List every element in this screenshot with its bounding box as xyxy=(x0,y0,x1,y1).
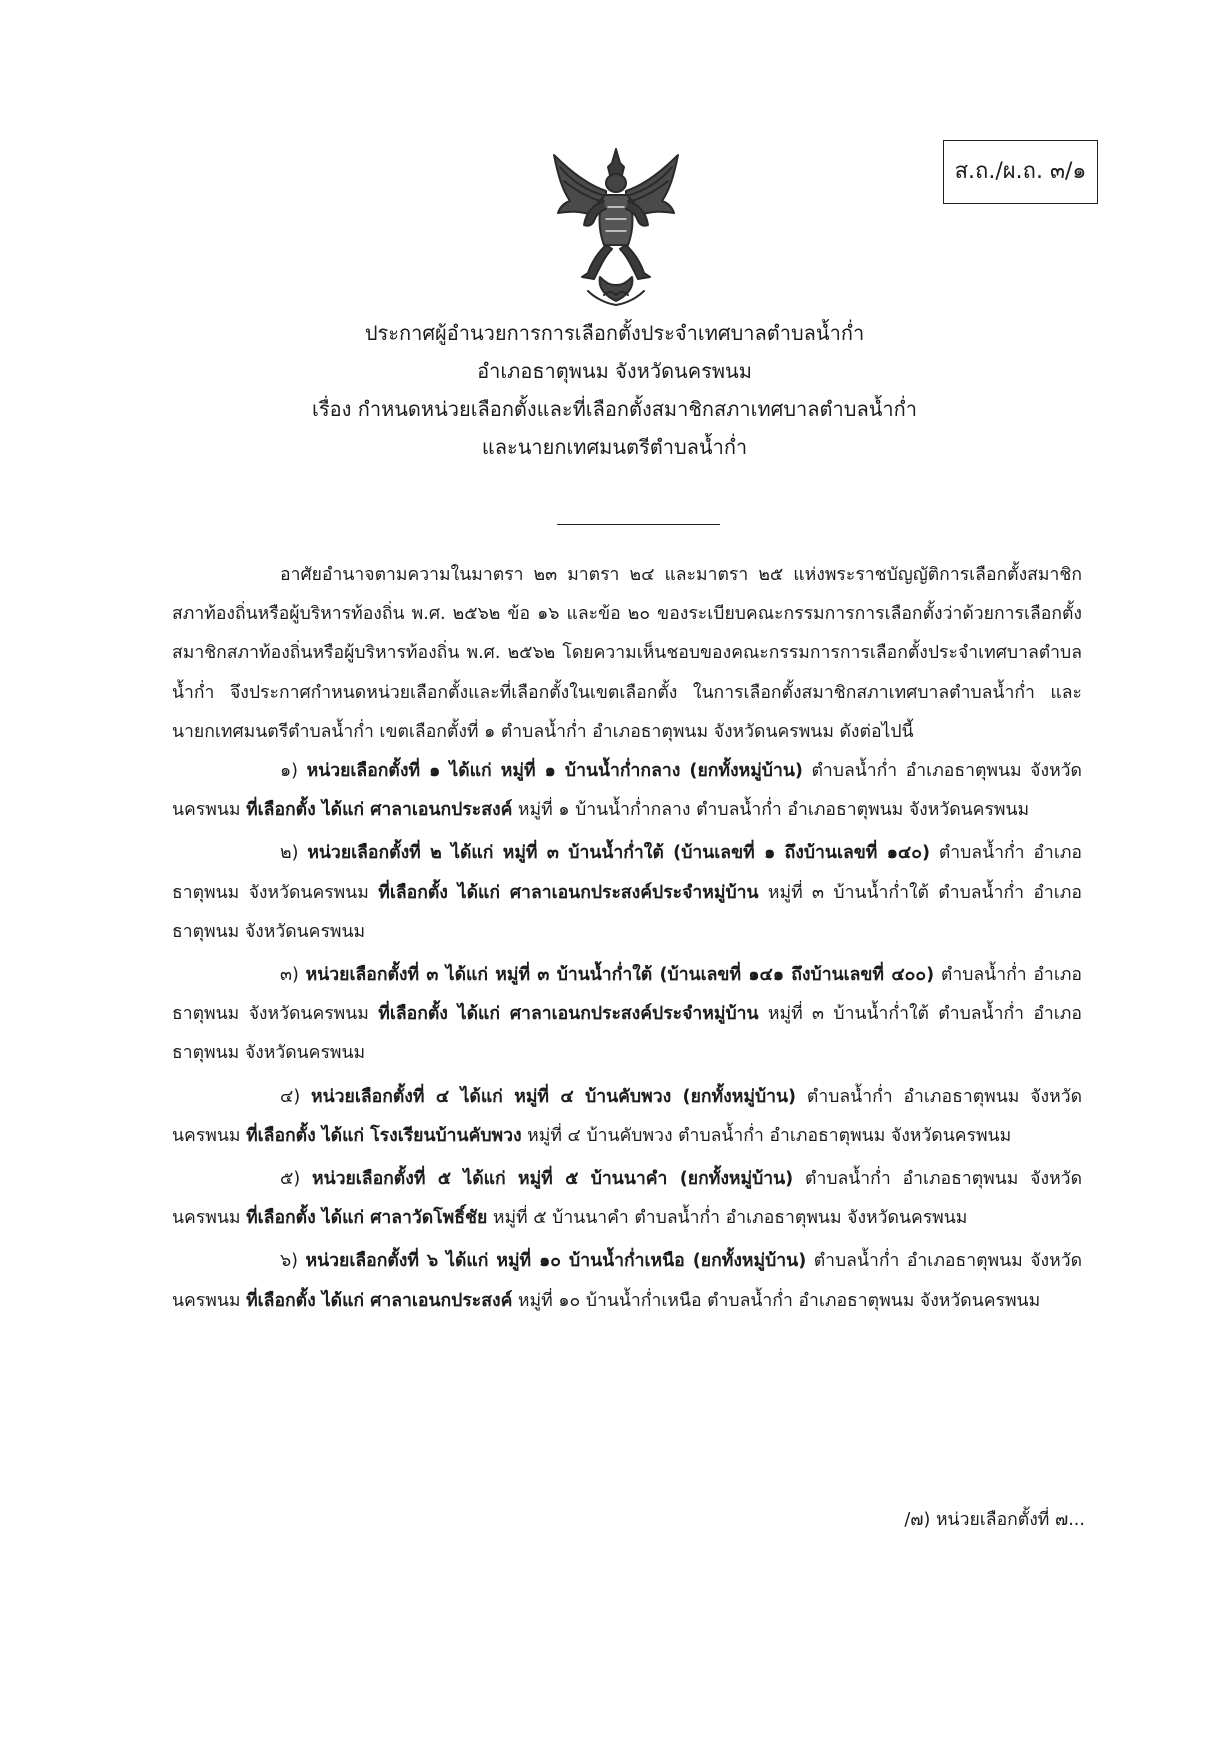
polling-unit-6: ๖) หน่วยเลือกตั้งที่ ๖ ได้แก่ หมู่ที่ ๑๐ บ้านน้ำก่ำเหนือ (ยกทั้งหมู่บ้าน) ตำบลน้ำก่ำ อำเภอธาตุพนม จังหวัดนครพนม ที่เลือกตั้ง ได้แก่ ศาลาเอนกประสงค์ หมู่ที่ ๑๐ บ้านน้ำก่ำเหนือ ตำบลน้ำก่ำ อำเภอธาตุพนม จังหวัดนครพนม xyxy=(172,1251,1083,1311)
polling-unit-2: ๒) หน่วยเลือกตั้งที่ ๒ ได้แก่ หมู่ที่ ๓ บ้านน้ำก่ำใต้ (บ้านเลขที่ ๑ ถึงบ้านเลขที่ ๑๔๐) ตำบลน้ำก่ำ อำเภอธาตุพนม จังหวัดนครพนม ที่เลือกตั้ง ได้แก่ ศาลาเอนกประสงค์ประจำหมู่บ้าน หมู่ที่ ๓ บ้านน้ำก่ำใต้ ตำบลน้ำก่ำ อำเภอธาตุพนม จังหวัดนครพนม xyxy=(172,843,1082,942)
announcement-title: ประกาศผู้อำนวยการการเลือกตั้งประจำเทศบาลตำบลน้ำก่ำ xyxy=(364,321,865,345)
polling-unit-1: ๑) หน่วยเลือกตั้งที่ ๑ ได้แก่ หมู่ที่ ๑ บ้านน้ำก่ำกลาง (ยกทั้งหมู่บ้าน) ตำบลน้ำก่ำ อำเภอธาตุพนม จังหวัดนครพนม ที่เลือกตั้ง ได้แก่ ศาลาเอนกประสงค์ หมู่ที่ ๑ บ้านน้ำก่ำกลาง ตำบลน้ำก่ำ อำเภอธาตุพนม จังหวัดนครพนม xyxy=(172,761,1082,821)
polling-unit-3: ๓) หน่วยเลือกตั้งที่ ๓ ได้แก่ หมู่ที่ ๓ บ้านน้ำก่ำใต้ (บ้านเลขที่ ๑๔๑ ถึงบ้านเลขที่ ๔๐๐) ตำบลน้ำก่ำ อำเภอธาตุพนม จังหวัดนครพนม ที่เลือกตั้ง ได้แก่ ศาลาเอนกประสงค์ประจำหมู่บ้าน หมู่ที่ ๓ บ้านน้ำก่ำใต้ ตำบลน้ำก่ำ อำเภอธาตุพนม จังหวัดนครพนม xyxy=(172,965,1082,1064)
announcement-subject-cont: และนายกเทศมนตรีตำบลน้ำก่ำ xyxy=(481,435,748,459)
page-continuation: /๗) หน่วยเลือกตั้งที่ ๗... xyxy=(904,1510,1085,1530)
preamble-paragraph: อาศัยอำนาจตามความในมาตรา ๒๓ มาตรา ๒๔ และมาตรา ๒๕ แห่งพระราชบัญญัติการเลือกตั้งสมาชิกสภาท้องถิ่นหรือผู้บริหารท้องถิ่น พ.ศ. ๒๕๖๒ ข้อ ๑๖ และข้อ ๒๐ ของระเบียบคณะกรรมการการเลือกตั้งว่าด้วยการเลือกตั้งสมาชิกสภาท้องถิ่นหรือผู้บริหารท้องถิ่น พ.ศ. ๒๕๖๒ โดยความเห็นชอบของคณะกรรมการการเลือกตั้งประจำเทศบาลตำบลน้ำก่ำ จึงประกาศกำหนดหน่วยเลือกตั้งและที่เลือกตั้งในเขตเลือกตั้ง ในการเลือกตั้งสมาชิกสภาเทศบาลตำบลน้ำก่ำ และนายกเทศมนตรีตำบลน้ำก่ำ เขตเลือกตั้งที่ ๑ ตำบลน้ำก่ำ อำเภอธาตุพนม จังหวัดนครพนม ดังต่อไปนี้ xyxy=(172,565,1082,742)
announcement-subject: เรื่อง กำหนดหน่วยเลือกตั้งและที่เลือกตั้งสมาชิกสภาเทศบาลตำบลน้ำก่ำ xyxy=(312,397,917,421)
garuda-emblem-icon xyxy=(548,145,685,308)
announcement-district: อำเภอธาตุพนม จังหวัดนครพนม xyxy=(477,359,752,383)
title-divider xyxy=(557,524,720,525)
polling-unit-4: ๔) หน่วยเลือกตั้งที่ ๔ ได้แก่ หมู่ที่ ๔ บ้านคับพวง (ยกทั้งหมู่บ้าน) ตำบลน้ำก่ำ อำเภอธาตุพนม จังหวัดนครพนม ที่เลือกตั้ง ได้แก่ โรงเรียนบ้านคับพวง หมู่ที่ ๔ บ้านคับพวง ตำบลน้ำก่ำ อำเภอธาตุพนม จังหวัดนครพนม xyxy=(172,1086,1082,1146)
announcement-body xyxy=(172,556,1082,1325)
form-code-box: ส.ถ./ผ.ถ. ๓/๑ xyxy=(943,140,1098,204)
polling-unit-5: ๕) หน่วยเลือกตั้งที่ ๕ ได้แก่ หมู่ที่ ๕ บ้านนาคำ (ยกทั้งหมู่บ้าน) ตำบลน้ำก่ำ อำเภอธาตุพนม จังหวัดนครพนม ที่เลือกตั้ง ได้แก่ ศาลาวัดโพธิ์ชัย หมู่ที่ ๕ บ้านนาคำ ตำบลน้ำก่ำ อำเภอธาตุพนม จังหวัดนครพนม xyxy=(172,1169,1082,1229)
